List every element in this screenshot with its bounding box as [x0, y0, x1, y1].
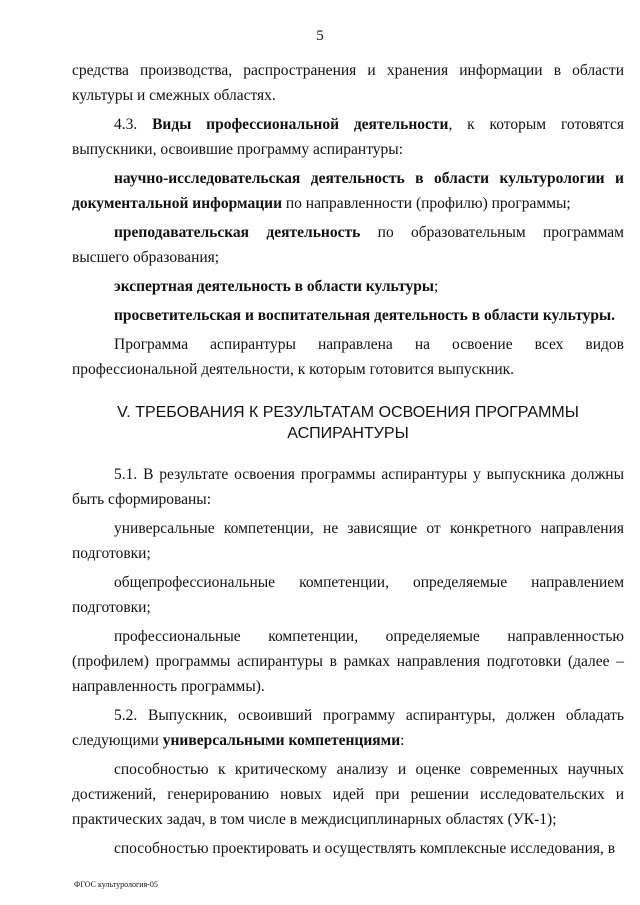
section-number: 4.3.: [114, 116, 153, 133]
paragraph-text: по направленности (профилю) программы;: [282, 195, 571, 212]
activity-item-teaching: [72, 220, 624, 270]
paragraph-continuation: средства производства, распространения и хранения информации в области культуры и смежных областях.: [72, 62, 624, 104]
bold-phrase: экспертная деятельность в области культуры: [114, 278, 435, 295]
activity-item-education: [72, 303, 624, 328]
paragraph-5-2: [72, 703, 624, 753]
competence-uk-2: способностью проектировать и осуществлять комплексные исследования, в: [114, 840, 616, 857]
heading-line-2: АСПИРАНТУРЫ: [287, 425, 409, 442]
bold-phrase: научно-исследовательская деятельность в области культурологии и документальной информации: [72, 170, 624, 212]
competence-uk-1: способностью к критическому анализу и оценке современных научных достижений, генерированию новых идей при решении исследовательских и практических задач, в том числе в междисциплинарных областях (УК-1);: [72, 761, 624, 828]
section-heading: [72, 402, 624, 444]
bold-phrase: универсальными компетенциями: [162, 732, 401, 749]
paragraph-text: , к которым готовятся выпускники, освоившие программу аспирантуры:: [72, 116, 624, 158]
competence-general-professional: общепрофессиональные компетенции, определяемые направлением подготовки;: [72, 574, 624, 616]
competence-professional: профессиональные компетенции, определяемые направленностью (профилем) программы аспирантуры в рамках направления подготовки (далее – направленность программы).: [72, 628, 624, 695]
paragraph-text: :: [400, 732, 405, 749]
activity-item-research: [72, 166, 624, 216]
document-body: [72, 58, 624, 861]
bold-phrase: преподавательская деятельность: [114, 224, 361, 241]
bold-phrase: просветительская и воспитательная деятельность в области культуры.: [114, 307, 615, 324]
paragraph-text: ;: [434, 278, 439, 295]
paragraph-5-1: 5.1. В результате освоения программы аспирантуры у выпускника должны быть сформированы:: [72, 466, 624, 508]
paragraph-4-3: [72, 112, 624, 162]
footer-label: ФГОС культурология-05: [74, 880, 158, 889]
paragraph-text: по образовательным программам высшего образования;: [72, 224, 624, 266]
activity-item-expert: [72, 274, 624, 299]
competence-universal: универсальные компетенции, не зависящие от конкретного направления подготовки;: [72, 520, 624, 562]
heading-line-1: V. ТРЕБОВАНИЯ К РЕЗУЛЬТАТАМ ОСВОЕНИЯ ПРОГРАММЫ: [117, 404, 579, 421]
page-number: 5: [316, 28, 324, 44]
bold-phrase: Виды профессиональной деятельности: [152, 116, 449, 133]
paragraph-program: Программа аспирантуры направлена на освоение всех видов профессиональной деятельности, к которым готовится выпускник.: [72, 336, 624, 378]
paragraph-text: 5.2. Выпускник, освоивший программу аспирантуры, должен обладать следующими: [72, 707, 624, 749]
